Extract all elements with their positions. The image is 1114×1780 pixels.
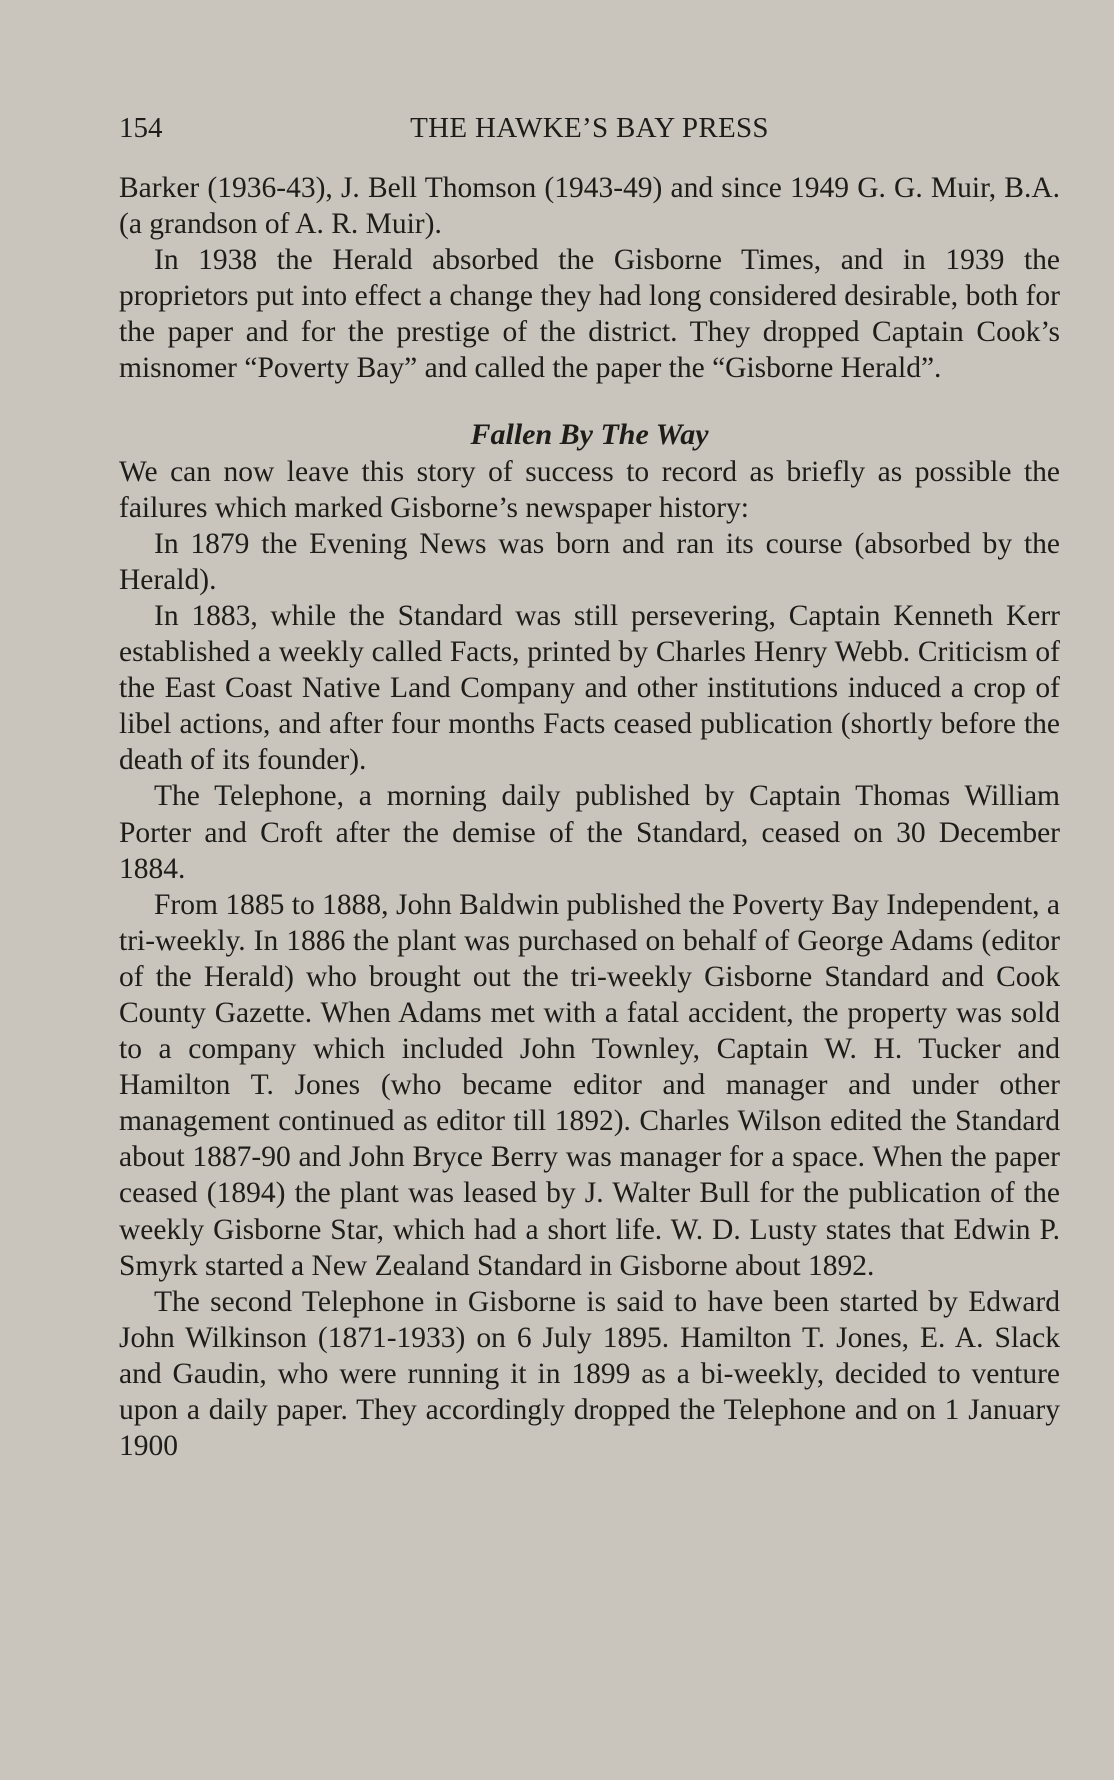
paragraph: We can now leave this story of success to record as briefly as possible the failures which marked Gisborne’s newspaper history:: [119, 455, 1060, 524]
section-heading: Fallen By The Way: [470, 417, 709, 451]
paragraph: From 1885 to 1888, John Baldwin published the Poverty Bay Independent, a tri-weekly. In 1886 the plant was purchased on behalf of George Adams (editor of the Herald) who brought out the tri-weekly Gisborne Standard and Cook County Gazette. When Adams met with a fatal accident, the property was sold to a company which included John Townley, Captain W. H. Tucker and Hamilton T. Jones (who became editor and manager and under other management continued as editor till 1892). Charles Wilson edited the Standard about 1887-90 and John Bryce Berry was manager for a space. When the paper ceased (1894) the plant was leased by J. Walter Bull for the publication of the weekly Gisborne Star, which had a short life. W. D. Lusty states that Edwin P. Smyrk started a New Zealand Standard in Gisborne about 1892.: [119, 888, 1060, 1282]
book-title: THE HAWKE’S BAY PRESS: [410, 112, 769, 144]
paragraph: In 1879 the Evening News was born and ran its course (absorbed by the Herald).: [119, 527, 1060, 596]
body-text: [119, 170, 1060, 1464]
paragraph: In 1883, while the Standard was still persevering, Captain Kenneth Kerr established a weekly called Facts, printed by Charles Henry Webb. Criticism of the East Coast Native Land Company and other institutions induced a crop of libel actions, and after four months Facts ceased publication (shortly before the death of its founder).: [119, 599, 1060, 777]
paragraph: In 1938 the Herald absorbed the Gisborne Times, and in 1939 the proprietors put into effect a change they had long considered desirable, both for the paper and for the prestige of the district. They dropped Captain Cook’s misnomer “Poverty Bay” and called the paper the “Gisborne Herald”.: [119, 244, 1060, 385]
running-head: [119, 108, 1060, 148]
paragraph: Barker (1936-43), J. Bell Thomson (1943-49) and since 1949 G. G. Muir, B.A. (a grandson of A. R. Muir).: [119, 172, 1060, 241]
paragraph: The Telephone, a morning daily published by Captain Thomas William Porter and Croft after the demise of the Standard, ceased on 30 December 1884.: [119, 780, 1060, 885]
paragraph: The second Telephone in Gisborne is said to have been started by Edward John Wilkinson (1871-1933) on 6 July 1895. Hamilton T. Jones, E. A. Slack and Gaudin, who were running it in 1899 as a bi-weekly, decided to venture upon a daily paper. They accordingly dropped the Telephone and on 1 January 1900: [119, 1285, 1060, 1463]
page-number: 154: [119, 112, 163, 144]
